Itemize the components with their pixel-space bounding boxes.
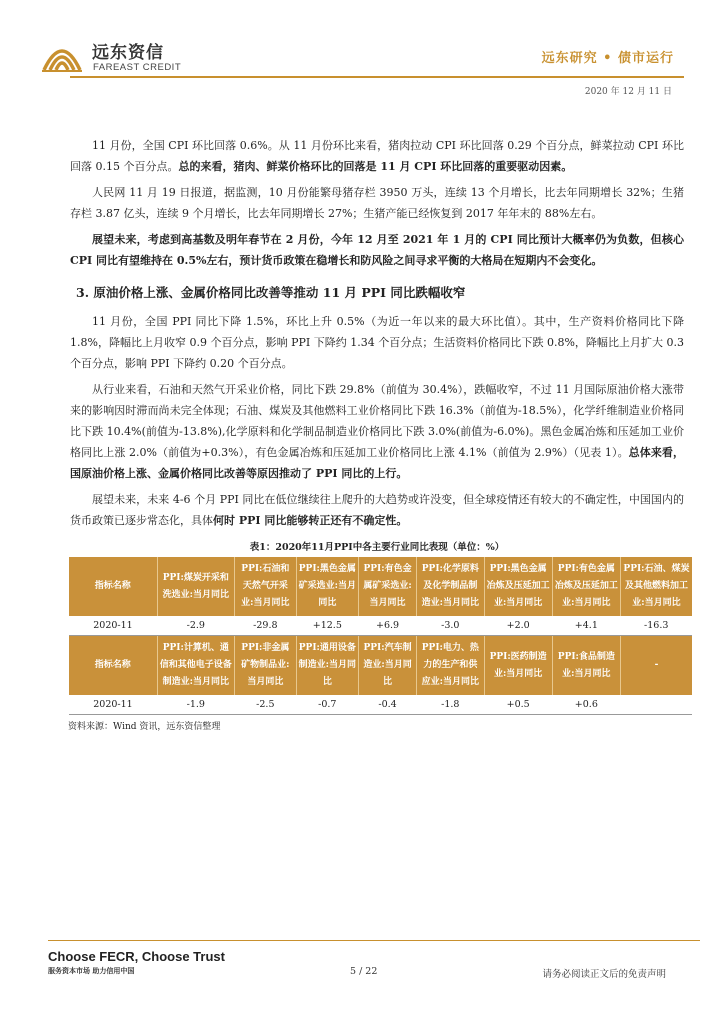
footer-divider	[48, 940, 700, 941]
paragraph-hog-supply: 人民网 11 月 19 日报道，据监测，10 月份能繁母猪存栏 3950 万头，连续 13 个月增长，比去年同期增长 32%；生猪存栏 3.87 亿头，连续 9 个月增长，比去年同期增长 27%；生猪产能已经恢复到 2017 年年末的 88%左右。	[70, 186, 684, 220]
table-cell: +2.0	[484, 616, 552, 636]
table-row	[69, 695, 692, 715]
table-cell: -2.9	[157, 616, 235, 636]
logo-name-cn: 远东资信	[92, 43, 164, 63]
table-header-row	[69, 557, 692, 616]
table-title: 表1：2020年11月PPI中各主要行业同比表现（单位：%）	[249, 542, 505, 553]
footer-slogan: Choose FECR, Choose Trust	[48, 949, 225, 964]
footer-tagline: 服务资本市场 助力信用中国	[48, 967, 135, 975]
paragraph-ppi-industry	[70, 379, 684, 484]
table-header-cell: PPI:计算机、通信和其他电子设备制造业:当月同比	[157, 636, 235, 696]
table-cell: -2.5	[235, 695, 297, 715]
table-source-note: 资料来源：Wind 资讯，远东资信整理	[68, 722, 221, 732]
table-cell: -0.7	[296, 695, 358, 715]
table-cell-date: 2020-11	[69, 695, 157, 715]
table-header-cell: PPI:医药制造业:当月同比	[484, 636, 552, 696]
logo-name-en: FAREAST CREDIT	[93, 62, 182, 73]
table-header-cell: PPI:石油、煤炭及其他燃料加工业:当月同比	[620, 557, 692, 616]
table-header-cell: PPI:黑色金属冶炼及压延加工业:当月同比	[484, 557, 552, 616]
table-row	[69, 616, 692, 636]
table-header-cell: PPI:汽车制造业:当月同比	[359, 636, 417, 696]
table-cell	[620, 695, 692, 715]
table-cell: -29.8	[235, 616, 297, 636]
bold-outlook: 展望未来，考虑到高基数及明年春节在 2 月份，今年 12 月至 2021 年 1 月的 CPI 同比预计大概率仍为负数，但核心 CPI 同比有望维持在 0.5%左右，预计货币政策在稳增长和防风险之间寻求平衡的大格局在短期内不会变化。	[70, 233, 684, 267]
page-header	[0, 0, 724, 100]
text-span: 从行业来看，石油和天然气开采业价格，同比下跌 29.8%（前值为 30.4%），跌幅收窄，不过 11 月国际原油价格大涨带来的影响因时滞而尚未完全体现；石油、煤炭及其他燃料工业价格同比下跌 16.3%（前值为-18.5%），化学纤维制造业价格同比下跌 10.4%(前值为-13.8%),化学原料和化学制品制造业价格同比下跌 3.0%(前值为-6.0%)。黑色金属冶炼和压延加工业价格同比上涨 2.0%（前值为+0.3%），有色金属冶炼和压延加工业价格同比上涨 4.1%（前值为 2.9%）（见表 1）。	[70, 383, 684, 459]
text-span: 展望未来，未来 4-6 个月 PPI 同比在低位继续往上爬升的大趋势或许没变，但全球疫情还有较大的不确定性，中国国内的货币政策已逐步常态化，具体	[70, 493, 684, 527]
logo-mark-icon	[40, 40, 84, 76]
paragraph-cpi-mom	[70, 135, 684, 177]
table-cell: +12.5	[296, 616, 358, 636]
table-header-cell: PPI:黑色金属矿采选业:当月同比	[296, 557, 358, 616]
table-cell: +0.6	[552, 695, 620, 715]
table-header-cell: PPI:煤炭开采和洗选业:当月同比	[157, 557, 235, 616]
table-cell: -1.8	[417, 695, 484, 715]
main-content	[68, 135, 690, 732]
table-cell: +0.5	[484, 695, 552, 715]
paragraph-ppi-overview: 11 月份，全国 PPI 同比下降 1.5%，环比上升 0.5%（为近一年以来的最大环比值）。其中，生产资料价格同比下降 1.8%，降幅比上月收窄 0.9 个百分点，影响 PPI 下降约 1.34 个百分点；生活资料价格同比下跌 0.8%，降幅比上月扩大 0.3 个百分点，影响 PPI 下降约 0.20 个百分点。	[70, 315, 684, 370]
report-date: 2020 年 12 月 11 日	[584, 87, 672, 97]
table-header-cell: PPI:化学原料及化学制品制造业:当月同比	[417, 557, 484, 616]
table-header-cell: 指标名称	[69, 636, 157, 696]
bold-conclusion: 总体来看，国原油价格上涨、金属价格同比改善等原因推动了 PPI 同比的上行。	[70, 446, 685, 480]
table-cell: +4.1	[552, 616, 620, 636]
report-category: 远东研究 • 债市运行	[541, 51, 674, 66]
header-divider	[70, 76, 684, 78]
table-cell: -1.9	[157, 695, 235, 715]
table-cell: +6.9	[359, 616, 417, 636]
text-span: 11 月份，全国 CPI 环比回落 0.6%。从 11 月份环比来看，猪肉拉动 CPI 环比回落 0.29 个百分点，鲜菜拉动 CPI 环比回落 0.15 个百分点。	[70, 139, 684, 173]
table-cell: -3.0	[417, 616, 484, 636]
table-header-cell: PPI:有色金属冶炼及压延加工业:当月同比	[552, 557, 620, 616]
table-cell: -16.3	[620, 616, 692, 636]
paragraph-ppi-outlook	[70, 489, 684, 531]
footer-disclaimer: 请务必阅读正文后的免责声明	[542, 969, 666, 980]
table-header-cell: PPI:电力、热力的生产和供应业:当月同比	[417, 636, 484, 696]
table-header-cell: PPI:食品制造业:当月同比	[552, 636, 620, 696]
table-header-cell: PPI:有色金属矿采选业:当月同比	[359, 557, 417, 616]
page-number: 5 / 22	[350, 966, 378, 977]
table-cell-date: 2020-11	[69, 616, 157, 636]
table-cell: -0.4	[359, 695, 417, 715]
table-header-cell: PPI:非金属矿物制品业:当月同比	[235, 636, 297, 696]
table-header-cell: 指标名称	[69, 557, 157, 616]
bold-conclusion: 何时 PPI 同比能够转正还有不确定性。	[213, 514, 408, 527]
company-logo	[40, 38, 220, 78]
table-header-cell: -	[620, 636, 692, 696]
paragraph-outlook-cpi	[70, 229, 684, 271]
section-heading-ppi: 3. 原油价格上涨、金属价格同比改善等推动 11 月 PPI 同比跌幅收窄	[76, 285, 466, 300]
bold-conclusion: 总的来看，猪肉、鲜菜价格环比的回落是 11 月 CPI 环比回落的重要驱动因素。	[178, 160, 573, 173]
ppi-industry-table	[69, 557, 692, 715]
table-header-cell: PPI:石油和天然气开采业:当月同比	[235, 557, 297, 616]
table-header-cell: PPI:通用设备制造业:当月同比	[296, 636, 358, 696]
table-header-row	[69, 636, 692, 696]
